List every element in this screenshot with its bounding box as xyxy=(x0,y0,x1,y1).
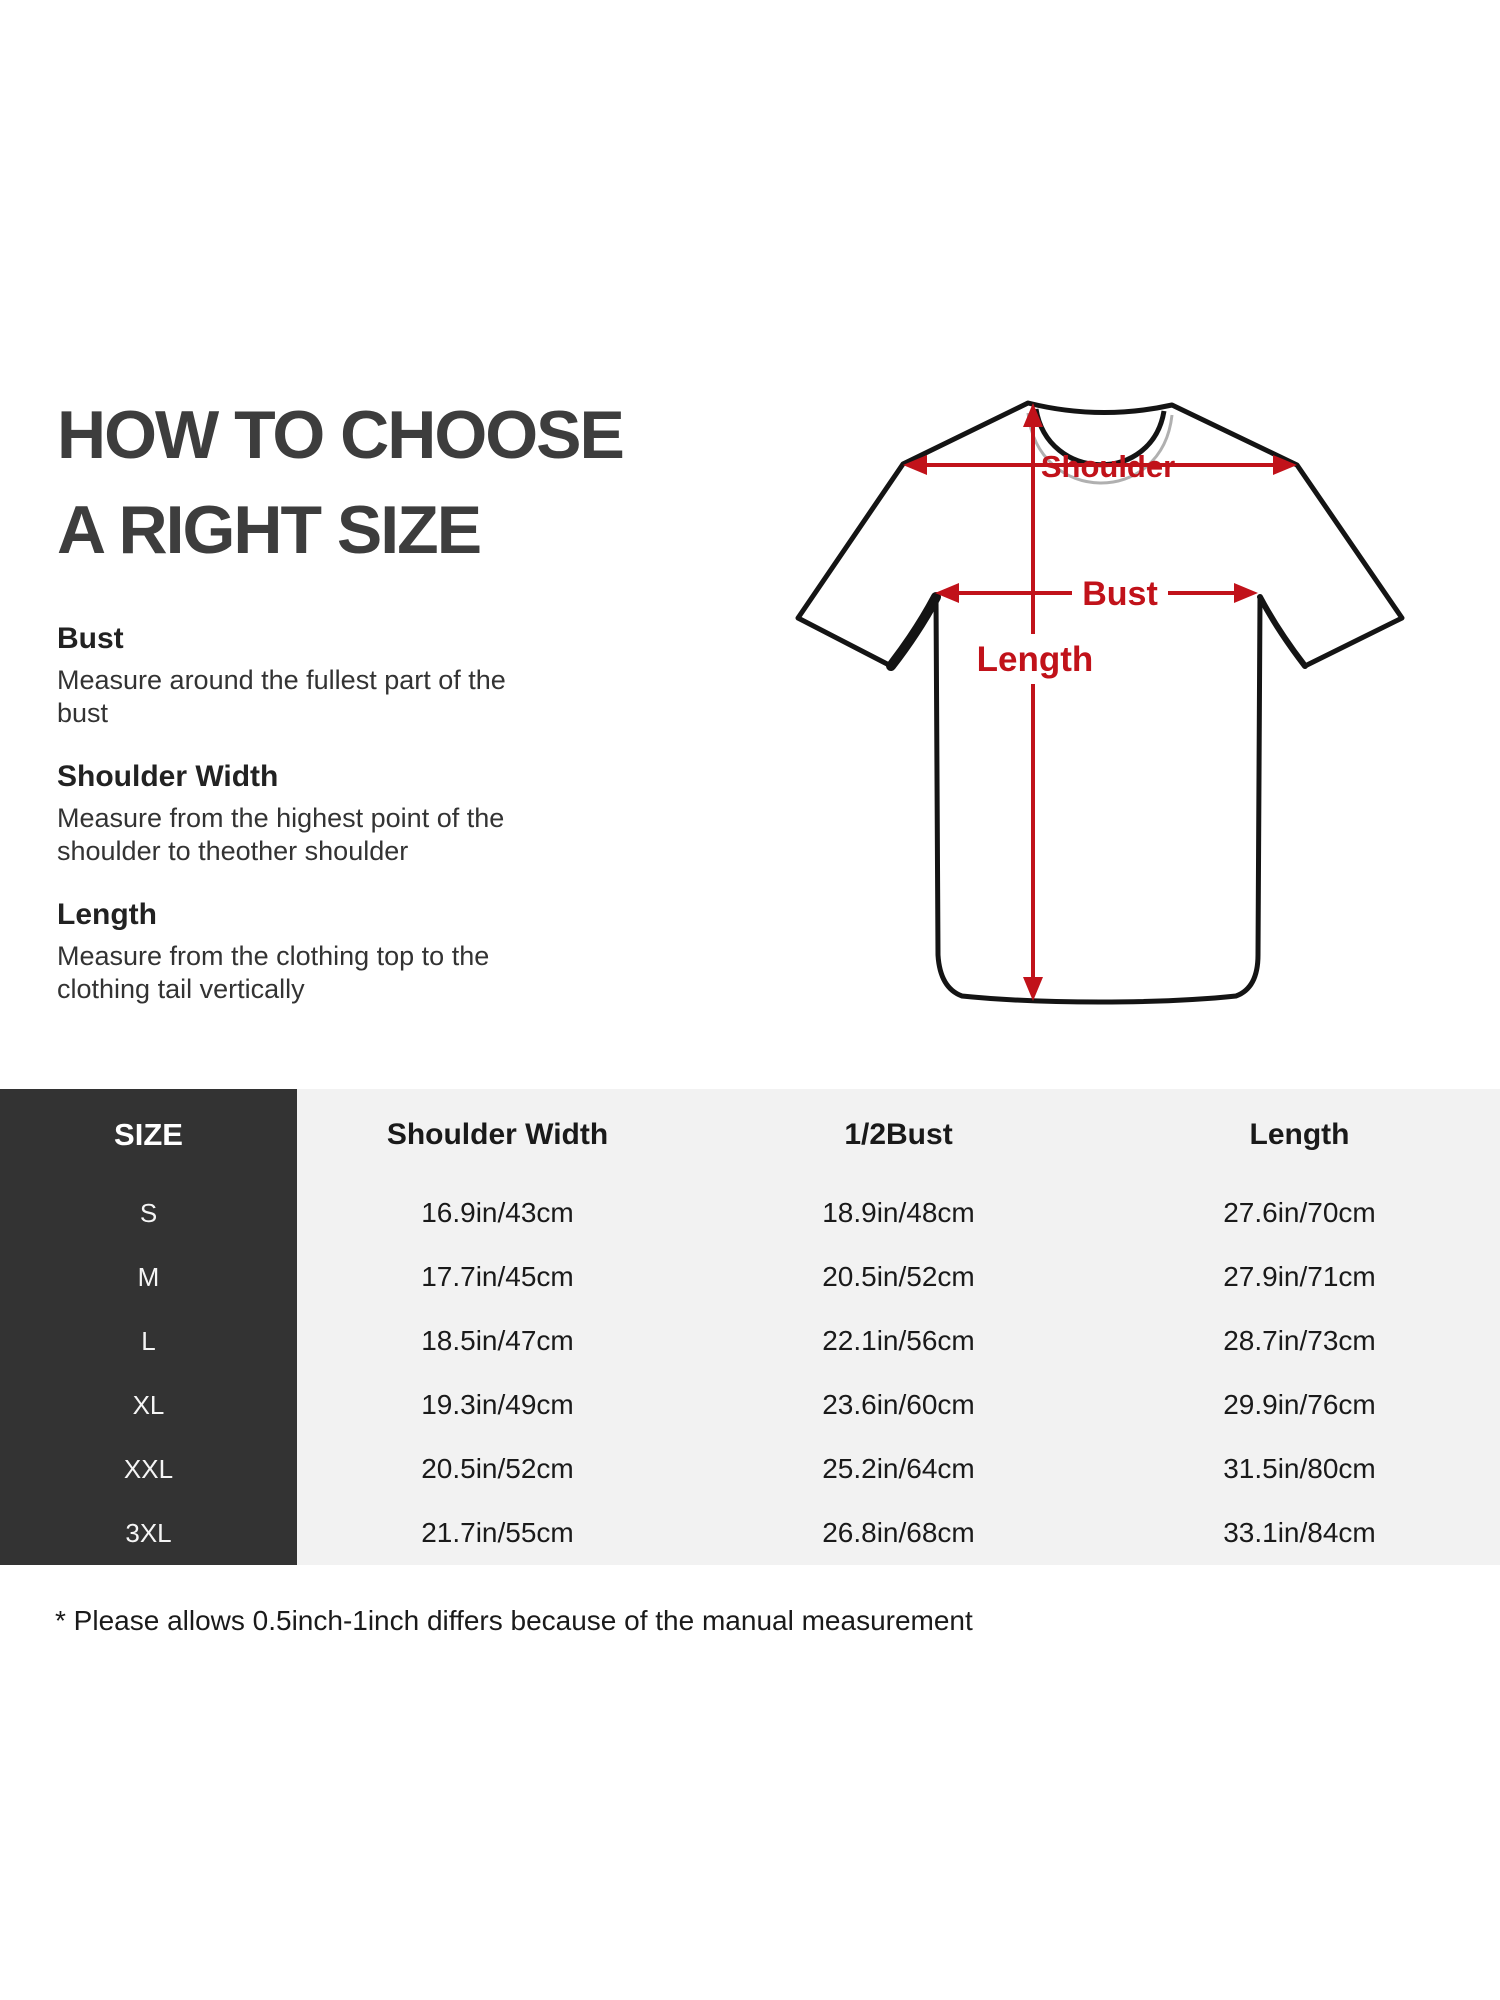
length-value: 31.5in/80cm xyxy=(1223,1453,1376,1484)
shoulder-width-value: 16.9in/43cm xyxy=(421,1197,574,1228)
size-label: XL xyxy=(0,1373,297,1437)
guide-item-length xyxy=(57,898,547,1006)
half-bust-value: 18.9in/48cm xyxy=(822,1197,975,1228)
length-value: 29.9in/76cm xyxy=(1223,1389,1376,1420)
column-header-size: SIZE xyxy=(0,1089,297,1181)
length-value: 27.6in/70cm xyxy=(1223,1197,1376,1228)
shoulder-width-value: 20.5in/52cm xyxy=(421,1453,574,1484)
half-bust-value: 23.6in/60cm xyxy=(822,1389,975,1420)
column-header-shoulder-width: Shoulder Width xyxy=(386,1118,609,1151)
length-value: 33.1in/84cm xyxy=(1223,1517,1376,1548)
shoulder-width-value: 19.3in/49cm xyxy=(421,1389,574,1420)
length-value: 27.9in/71cm xyxy=(1223,1261,1376,1292)
measurement-disclaimer: * Please allows 0.5inch-1inch differs because of the manual measurement xyxy=(55,1605,973,1636)
table-row-xl xyxy=(0,1373,1500,1437)
page-title-line2: A RIGHT SIZE xyxy=(57,492,481,568)
size-label: L xyxy=(0,1309,297,1373)
shoulder-width-value: 17.7in/45cm xyxy=(421,1261,574,1292)
table-row-l xyxy=(0,1309,1500,1373)
table-row-m xyxy=(0,1245,1500,1309)
half-bust-value: 20.5in/52cm xyxy=(822,1261,975,1292)
column-header-half-bust: 1/2Bust xyxy=(844,1118,953,1151)
table-header-row xyxy=(0,1089,1500,1181)
table-row-3xl xyxy=(0,1501,1500,1565)
size-label: XXL xyxy=(0,1437,297,1501)
size-label: M xyxy=(0,1245,297,1309)
guide-item-bust xyxy=(57,622,547,730)
guide-item-shoulder-width xyxy=(57,760,547,868)
shoulder-width-value: 18.5in/47cm xyxy=(421,1325,574,1356)
guide-body-length: Measure from the clothing top to the clothing tail vertically xyxy=(57,941,490,1004)
measurement-guide xyxy=(57,622,547,1036)
half-bust-value: 25.2in/64cm xyxy=(822,1453,975,1484)
guide-heading-bust: Bust xyxy=(57,622,124,655)
size-label: 3XL xyxy=(0,1501,297,1565)
bust-label: Bust xyxy=(1082,575,1158,613)
length-label: Length xyxy=(976,640,1094,679)
column-header-length: Length xyxy=(1249,1118,1350,1151)
page-title xyxy=(57,388,623,578)
guide-body-bust: Measure around the fullest part of the bust xyxy=(57,665,506,728)
length-value: 28.7in/73cm xyxy=(1223,1325,1376,1356)
half-bust-value: 26.8in/68cm xyxy=(822,1517,975,1548)
half-bust-value: 22.1in/56cm xyxy=(822,1325,975,1356)
table-row-xxl xyxy=(0,1437,1500,1501)
shoulder-label: Shoulder xyxy=(1040,449,1176,484)
shoulder-width-value: 21.7in/55cm xyxy=(421,1517,574,1548)
tshirt-outline xyxy=(798,403,1402,1002)
table-row-s xyxy=(0,1181,1500,1245)
guide-heading-length: Length xyxy=(57,898,157,931)
tshirt-diagram xyxy=(740,280,1460,1040)
page-title-line1: HOW TO CHOOSE xyxy=(57,397,623,473)
size-label: S xyxy=(0,1181,297,1245)
size-chart-table xyxy=(0,1089,1500,1565)
guide-heading-shoulder-width: Shoulder Width xyxy=(57,760,279,793)
guide-body-shoulder-width: Measure from the highest point of the shoulder to theother shoulder xyxy=(57,803,505,866)
